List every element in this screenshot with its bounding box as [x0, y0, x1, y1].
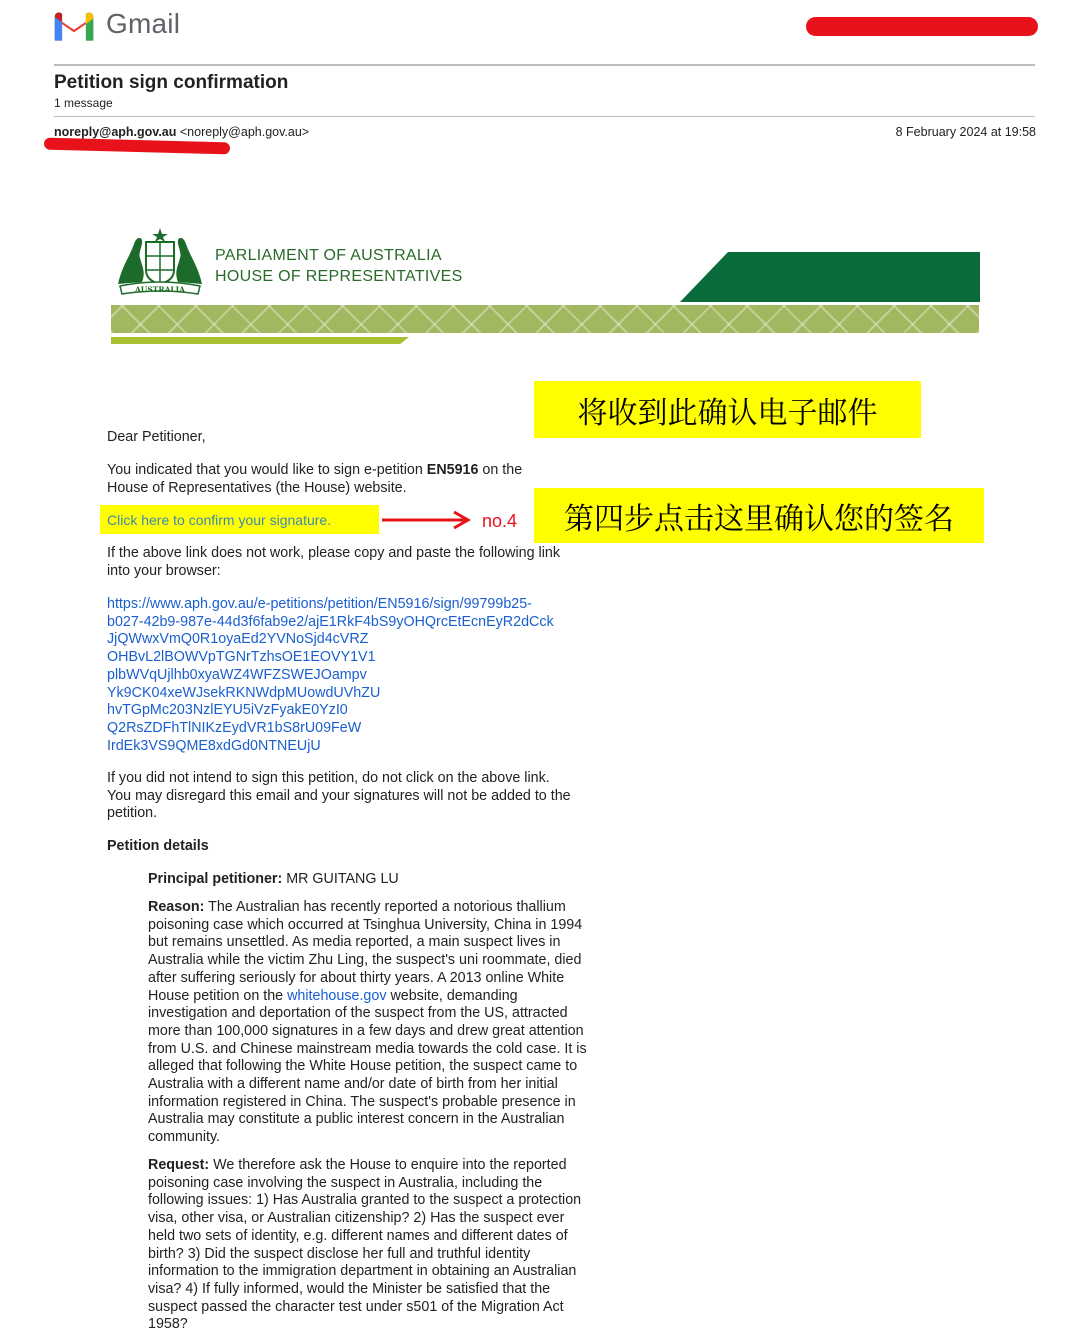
url-line: b027-42b9-987e-44d3f6fab9e2/ajE1RkF4bS9yOHQrcEtEcnEyR2dCck [107, 613, 554, 630]
redaction-mark [806, 17, 1038, 36]
banner-pattern-strip [111, 305, 979, 333]
url-line: hvTGpMc203NzlEYU5iVzFyakE0YzI0 [107, 702, 348, 719]
url-line: https://www.aph.gov.au/e-petitions/petition/EN5916/sign/99799b25- [107, 596, 532, 612]
parliament-title: PARLIAMENT OF AUSTRALIA [215, 247, 442, 264]
greeting: Dear Petitioner, [107, 429, 206, 445]
email-date: 8 February 2024 at 19:58 [895, 125, 1036, 139]
whitehouse-link[interactable]: whitehouse.gov [287, 987, 387, 1004]
url-line: OHBvL2lBOWVpTGNrTzhsOE1EOVY1V1 [107, 649, 376, 666]
arrow-right-icon [380, 509, 476, 531]
url-line: JjQWwxVmQ0R1oyaEd2YVNoSjd4cVRZ [107, 631, 369, 648]
principal-petitioner: Principal petitioner: MR GUITANG LU [148, 871, 399, 887]
url-line: Yk9CK04xeWJsekRKNWdpMUowdUVhZU [107, 684, 381, 701]
sender-address: <noreply@aph.gov.au> [179, 125, 310, 139]
intro-paragraph: You indicated that you would like to sign e-petition EN5916 on the House of Representatives (the House) website. [107, 462, 523, 496]
gmail-logo-icon [52, 8, 96, 44]
sender-name[interactable]: noreply@aph.gov.au [54, 125, 177, 139]
url-line: plbWVqUjlhb0xyaWZ4WFZSWEJOampv [107, 666, 367, 683]
url-line: Q2RsZDFhTlNIKzEydVR1bS8rU09FeW [107, 719, 362, 736]
message-count: 1 message [54, 96, 113, 110]
disregard-paragraph: If you did not intend to sign this petition, do not click on the above link. You may disregard this email and your signatures will not be added to the petition. [107, 770, 571, 822]
step-label: no.4 [482, 511, 518, 531]
url-line: IrdEk3VS9QME8xdGd0NTNEUjU [107, 737, 321, 754]
gmail-wordmark: Gmail [106, 8, 181, 39]
banner-green-band [680, 252, 980, 302]
sender-line [54, 125, 309, 139]
reason-paragraph: Reason: The Australian has recently reported a notorious thallium poisoning case which occurred at Tsinghua University, China in 1994 but remains unsettled. As media reported, a main suspect lives in Australia while the victim Zhu Ling, the suspect's uni roommate, died after suffering seriously for about thirty years. A 2013 online White House petition on the whitehouse.gov website, demanding investigation and deportation of the suspect from the US, attracted more than 100,000 signatures in a few days and drew great attention from U.S. and Chinese mainstream media towards the cold case. It is alleged that following the White House petition, the suspect came to Australia with a different name and/or date of birth from her initial information registered in China. The suspect's probable presence in Australia may constitute a public interest concern in the Australian community. [148, 899, 587, 1146]
annotation-step-four: 第四步点击这里确认您的签名 [534, 488, 984, 543]
annotation-receive-email: 将收到此确认电子邮件 [534, 381, 921, 438]
petition-id: EN5916 [426, 462, 479, 478]
email-subject: Petition sign confirmation [54, 72, 289, 93]
banner-lime-bar [111, 337, 409, 344]
request-paragraph: Request: We therefore ask the House to enquire into the reported poisoning case involving the suspect in Australia, including the following issues: 1) Has Australia granted to the suspect a protection visa, other visa, or Australian citizenship? 2) Has the suspect ever held two sets of identity, e.g. different names and different dates of birth? 3) Did the suspect disclose her full and truthful identity information to the immigration department in obtaining an Australian visa? 4) If fully informed, would the Minister be satisfied that the suspect passed the character test under s501 of the Migration Act 1958? [148, 1157, 582, 1333]
sender-redaction-mark [44, 138, 230, 155]
petition-details-heading: Petition details [107, 838, 209, 854]
crest-motto: AUSTRALIA [134, 285, 186, 294]
confirmation-url[interactable] [107, 596, 587, 755]
fallback-instructions: If the above link does not work, please copy and paste the following link into your browser: [107, 545, 561, 579]
header-divider [54, 64, 1035, 66]
coat-of-arms-icon [112, 226, 208, 298]
house-title: HOUSE OF REPRESENTATIVES [215, 268, 463, 285]
confirm-signature-link[interactable]: Click here to confirm your signature. [100, 505, 379, 534]
subject-divider [54, 116, 1035, 117]
